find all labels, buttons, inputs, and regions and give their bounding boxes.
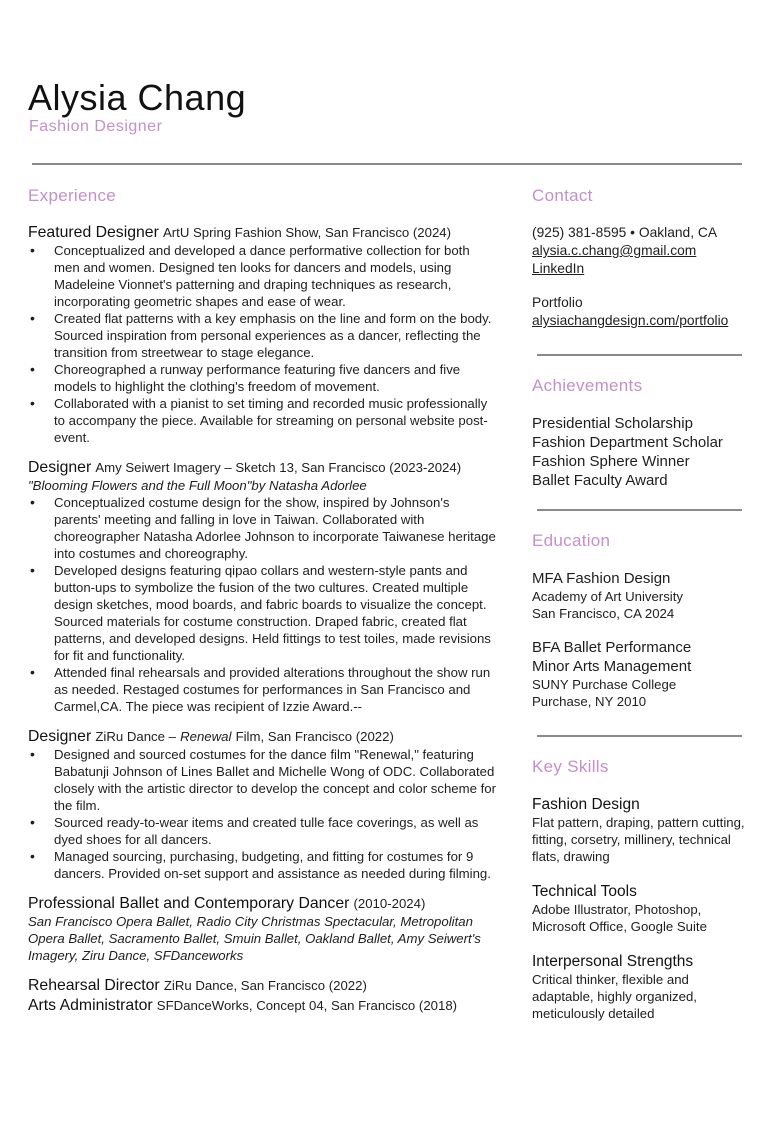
job-role: Designer xyxy=(28,728,92,745)
education-place: Purchase, NY 2010 xyxy=(532,694,647,709)
job-company-list: San Francisco Opera Ballet, Radio City Christmas Spectacular, Metropolitan Opera Ballet, Sacramento Ballet, Smuin Ballet, Oakland Ballet, Amy Seiwert's Imagery, Ziru Dance, SFDanceworks xyxy=(28,914,481,963)
job-bullet: • Sourced ready-to-wear items and created tulle face coverings, as well as dyed shoes for all dancers. xyxy=(28,814,498,848)
job-bullets xyxy=(28,746,498,882)
experience-heading: Experience xyxy=(28,186,117,205)
job-entry xyxy=(28,224,498,446)
contact-phone-location: (925) 381-8595 • Oakland, CA xyxy=(532,225,718,240)
job-org: Amy Seiwert Imagery – Sketch 13, San Francisco (2023-2024) xyxy=(95,460,462,475)
job-role: Featured Designer xyxy=(28,224,159,241)
job-bullets xyxy=(28,242,498,446)
sidebar xyxy=(532,186,747,1022)
job-role: Professional Ballet and Contemporary Dancer xyxy=(28,895,350,912)
section-divider xyxy=(537,354,742,356)
job-bullet: • Collaborated with a pianist to set timing and recorded music professionally to accompany the piece. Available for streaming on personal website post-event. xyxy=(28,395,498,446)
education-heading: Education xyxy=(532,531,611,550)
achievement-item: Fashion Department Scholar xyxy=(532,434,723,451)
job-org: ArtU Spring Fashion Show, San Francisco (2024) xyxy=(162,225,452,240)
email-link[interactable]: alysia.c.chang@gmail.com xyxy=(532,243,697,258)
education-degree: MFA Fashion Design xyxy=(532,570,671,587)
education-minor: Minor Arts Management xyxy=(532,658,692,675)
skills-heading: Key Skills xyxy=(532,757,609,776)
job-bullet: • Attended final rehearsals and provided alterations throughout the show run as needed. Restaged costumes for performances in San Francisco and Carmel,CA. The piece was recipient of Izzie Award.-- xyxy=(28,664,498,715)
job-bullet: • Created flat patterns with a key emphasis on the line and form on the body. Sourced inspiration from personal experiences as a dancer, reflecting the transition from streetwear to stage elegance. xyxy=(28,310,498,361)
job-bullet: • Designed and sourced costumes for the dance film "Renewal," featuring Babatunji Johnson of Lines Ballet and Michelle Wong of ODC. Collaborated closely with the artistic director to develop the concept and color scheme for the film. xyxy=(28,746,498,814)
achievement-item: Ballet Faculty Award xyxy=(532,472,668,489)
skill-group-title: Interpersonal Strengths xyxy=(532,953,694,970)
contact-heading: Contact xyxy=(532,186,593,205)
job-role: Rehearsal Director xyxy=(28,977,160,994)
resume-name: Alysia Chang xyxy=(28,77,247,118)
job-title-line xyxy=(28,895,498,913)
job-org-suffix: Film, San Francisco (2022) xyxy=(235,729,394,744)
achievement-item: Fashion Sphere Winner xyxy=(532,453,690,470)
job-title-line xyxy=(28,977,498,995)
skill-group-text: Adobe Illustrator, Photoshop, Microsoft Office, Google Suite xyxy=(532,902,707,934)
job-org-prefix: ZiRu Dance – xyxy=(95,729,176,744)
linkedin-link[interactable]: LinkedIn xyxy=(532,261,585,276)
job-role: Designer xyxy=(28,459,92,476)
education-place: San Francisco, CA 2024 xyxy=(532,606,675,621)
job-title-line xyxy=(28,459,498,477)
job-org: SFDanceWorks, Concept 04, San Francisco (2018) xyxy=(156,998,458,1013)
header-divider xyxy=(32,163,742,165)
portfolio-label: Portfolio xyxy=(532,295,583,310)
job-org-film-title: Renewal xyxy=(180,729,232,744)
section-divider xyxy=(537,735,742,737)
job-role: Arts Administrator xyxy=(28,997,153,1014)
achievement-item: Presidential Scholarship xyxy=(532,415,693,432)
job-bullets xyxy=(28,494,498,715)
job-bullet: • Conceptualized and developed a dance performative collection for both men and women. Designed ten looks for dancers and models, using Madeleine Vionnet's patterning and draping techniques as research, incorporating geometric shapes and ease of wear. xyxy=(28,242,498,310)
job-entry xyxy=(28,895,498,964)
job-title-line xyxy=(28,728,498,746)
job-bullet: • Developed designs featuring qipao collars and western-style pants and button-ups to symbolize the fusion of the two cultures. Created multiple design sketches, mood boards, and fabric boards to visualize the concept. Sourced materials for costume construction. Draped fabric, created flat patterns, and developed designs. Held fittings to test toiles, made revisions for fit and functionality. xyxy=(28,562,498,664)
job-bullet: • Managed sourcing, purchasing, budgeting, and fitting for costumes for 9 dancers. Provided on-set support and assistance as needed during filming. xyxy=(28,848,498,882)
job-title-line xyxy=(28,997,498,1015)
experience-section xyxy=(28,186,498,1015)
job-title-line xyxy=(28,224,498,242)
job-entry xyxy=(28,459,498,715)
achievements-heading: Achievements xyxy=(532,376,643,395)
education-degree: BFA Ballet Performance xyxy=(532,639,692,656)
job-entry xyxy=(28,728,498,882)
skill-group-text: Critical thinker, flexible and adaptable, highly organized, meticulously detailed xyxy=(532,972,697,1021)
job-bullet: • Conceptualized costume design for the show, inspired by Johnson's parents' meeting and falling in love in Taiwan. Collaborated with choreographer Natasha Adorlee Johnson to incorporate Taiwanese heritage into costumes and choreography. xyxy=(28,494,498,562)
job-entry xyxy=(28,977,498,1015)
job-org: ZiRu Dance, San Francisco (2022) xyxy=(163,978,367,993)
education-school: Academy of Art University xyxy=(532,589,683,604)
job-org: (2010-2024) xyxy=(353,896,426,911)
skill-group-title: Fashion Design xyxy=(532,796,640,813)
skill-group-title: Technical Tools xyxy=(532,883,637,900)
education-school: SUNY Purchase College xyxy=(532,677,677,692)
resume-title: Fashion Designer xyxy=(29,118,163,135)
section-divider xyxy=(537,509,742,511)
portfolio-link[interactable]: alysiachangdesign.com/portfolio xyxy=(532,313,729,328)
job-bullet: • Choreographed a runway performance featuring five dancers and five models to highlight the clothing's freedom of movement. xyxy=(28,361,498,395)
skill-group-text: Flat pattern, draping, pattern cutting, fitting, corsetry, millinery, technical flats, drawing xyxy=(532,815,745,864)
job-piece-title: "Blooming Flowers and the Full Moon"by Natasha Adorlee xyxy=(28,478,367,493)
